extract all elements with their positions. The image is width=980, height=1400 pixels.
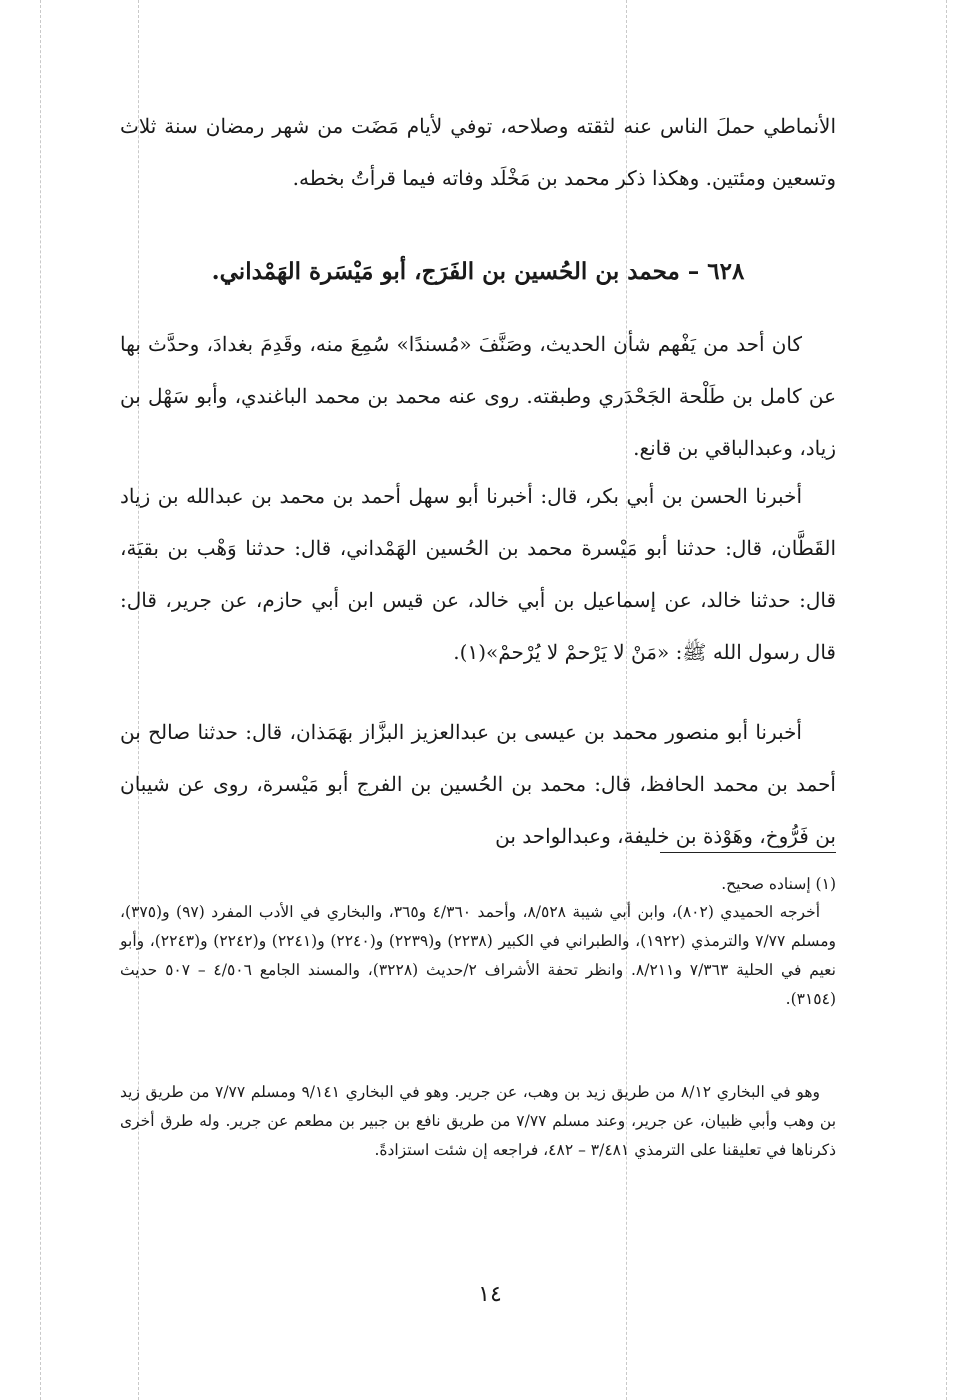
- margin-guide-line: [138, 0, 139, 1400]
- footnote-marker-line: (١) إسناده صحيح.: [721, 875, 836, 893]
- margin-guide-line: [40, 0, 41, 1400]
- entry-heading: ٦٢٨ – محمد بن الحُسين بن الفَرَج، أبو مَيْسَرة الهَمْداني.: [211, 258, 745, 285]
- body-paragraph: الأنماطي حملَ الناس عنه لثقته وصلاحه، توفي لأيام مَضَت من شهر رمضان سنة ثلاث وتسعين ومئتين. وهكذا ذكر محمد بن مَخْلَد وفاته فيما قرأتُ بخطه.: [120, 114, 836, 190]
- footnote-text: وهو في البخاري ٨/١٢ من طريق زيد بن وهب، عن جرير. وهو في البخاري ٩/١٤١ ومسلم ٧/٧٧ من طريق زيد بن وهب وأبي ظبيان، عن جرير، وعند مسلم ٧/٧٧ من طريق نافع بن جبير بن مطعم عن جرير. وله طرق أخرى ذكرناها في تعليقنا على الترمذي ٣/٤٨١ – ٤٨٢، فراجعه إن شئت استزادةً.: [120, 1083, 837, 1159]
- body-paragraph: كان أحد من يَفْهم شأن الحديث، وصَنَّفَ «مُسندًا» سُمِعَ منه، وقَدِمَ بغدادَ، وحدَّث بها عن كامل بن طَلْحة الجَحْدَري وطبقته. روى عنه محمد بن محمد الباغندي، وأبو سَهْل بن زياد، وعبدالباقي بن قانع.: [120, 332, 836, 460]
- body-paragraph: أخبرنا أبو منصور محمد بن عيسى بن عبدالعزيز البزَّاز بهَمَذان، قال: حدثنا صالح بن أحمد بن محمد الحافظ، قال: محمد بن الحُسين بن الفرج أبو مَيْسرة، روى عن شيبان بن فَرُّوخ، وهَوْذة بن خليفة، وعبدالواحد بن: [120, 720, 836, 848]
- footnote-separator: [660, 852, 836, 853]
- page-number: ١٤: [478, 1282, 502, 1307]
- footnote-text: أخرجه الحميدي (٨٠٢)، وابن أبي شيبة ٨/٥٢٨، وأحمد ٤/٣٦٠ و٣٦٥، والبخاري في الأدب المفرد (٩٧) و(٣٧٥)، ومسلم ٧/٧٧ والترمذي (١٩٢٢)، والطبراني في الكبير (٢٢٣٨) و(٢٢٣٩) و(٢٢٤٠) و(٢٢٤١) و(٢٢٤٢) و(٢٢٤٣)، وأبو نعيم في الحلية ٧/٣٦٣ و٨/٢١١. وانظر تحفة الأشراف ٢/حديث (٣٢٢٨)، والمسند الجامع ٤/٥٠٦ – ٥٠٧ حديث (٣١٥٤).: [120, 903, 837, 1008]
- body-paragraph: أخبرنا الحسن بن أبي بكر، قال: أخبرنا أبو سهل أحمد بن محمد بن عبدالله بن زياد القَطَّان، قال: حدثنا أبو مَيْسرة محمد بن الحُسين الهَمْداني، قال: حدثنا وَهْب بن بقيَة، قال: حدثنا خالد، عن إسماعيل بن أبي خالد، عن قيس ابن أبي حازم، عن جرير، قال: قال رسول الله ﷺ: «مَنْ لا يَرْحمْ لا يُرْحمْ»(١).: [120, 484, 836, 664]
- margin-guide-line: [946, 0, 947, 1400]
- margin-guide-line: [626, 0, 627, 1400]
